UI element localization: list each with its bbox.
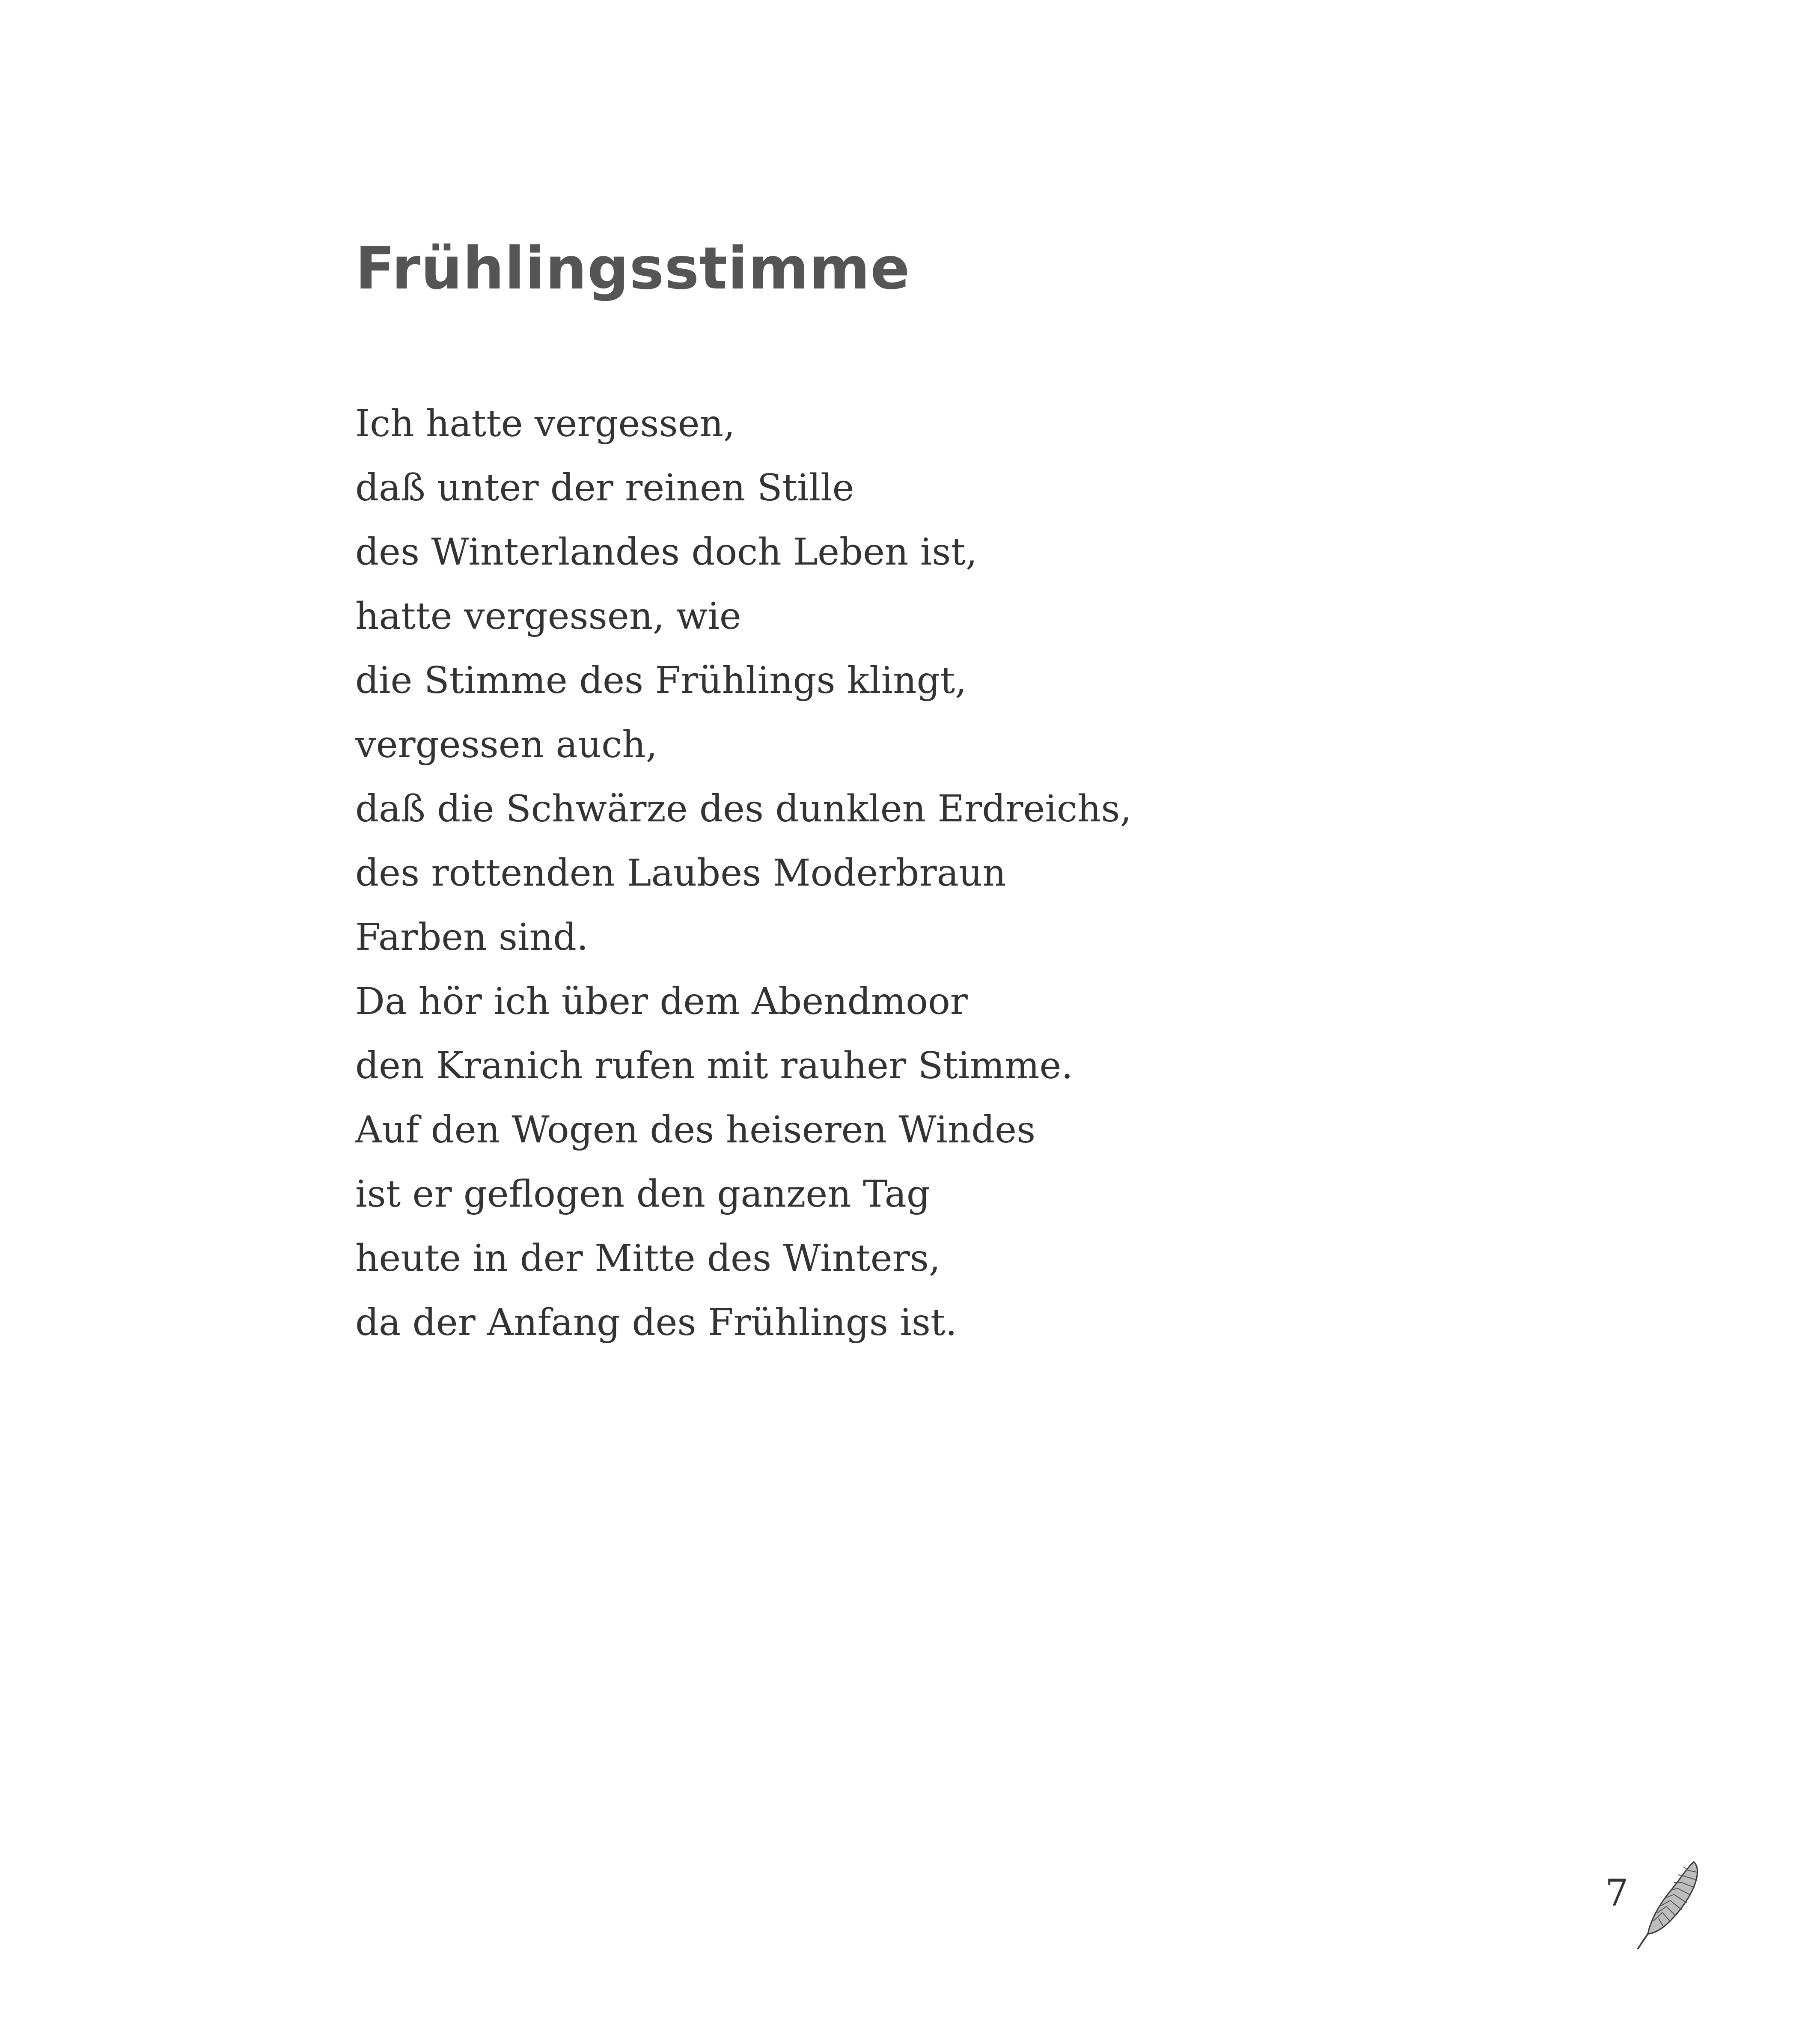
poem-line: des Winterlandes doch Leben ist, xyxy=(355,531,978,574)
poem-line: ist er geflogen den ganzen Tag xyxy=(355,1173,930,1216)
poem-line: heute in der Mitte des Winters, xyxy=(355,1237,941,1280)
poem-line: den Kranich rufen mit rauher Stimme. xyxy=(355,1044,1073,1087)
poem-line: des rottenden Laubes Moderbraun xyxy=(355,852,1006,895)
poem-line: daß die Schwärze des dunklen Erdreichs, xyxy=(355,788,1132,830)
poem-title: Frühlingsstimme xyxy=(355,235,910,303)
poem-line: vergessen auch, xyxy=(355,723,657,766)
feather-icon xyxy=(1629,1858,1706,1952)
poem-line: die Stimme des Frühlings klingt, xyxy=(355,659,967,702)
poem-line: daß unter der reinen Stille xyxy=(355,467,854,509)
poem-line: da der Anfang des Frühlings ist. xyxy=(355,1301,957,1344)
poem-line: Farben sind. xyxy=(355,916,589,959)
poem-line: Auf den Wogen des heiseren Windes xyxy=(355,1109,1036,1151)
poem-line: Ich hatte vergessen, xyxy=(355,402,735,445)
page-footer xyxy=(1601,1858,1704,1952)
page-number: 7 xyxy=(1605,1872,1629,1915)
poem-line: Da hör ich über dem Abendmoor xyxy=(355,980,968,1023)
poem-body xyxy=(355,392,1132,1355)
poem-line: hatte vergessen, wie xyxy=(355,595,741,638)
